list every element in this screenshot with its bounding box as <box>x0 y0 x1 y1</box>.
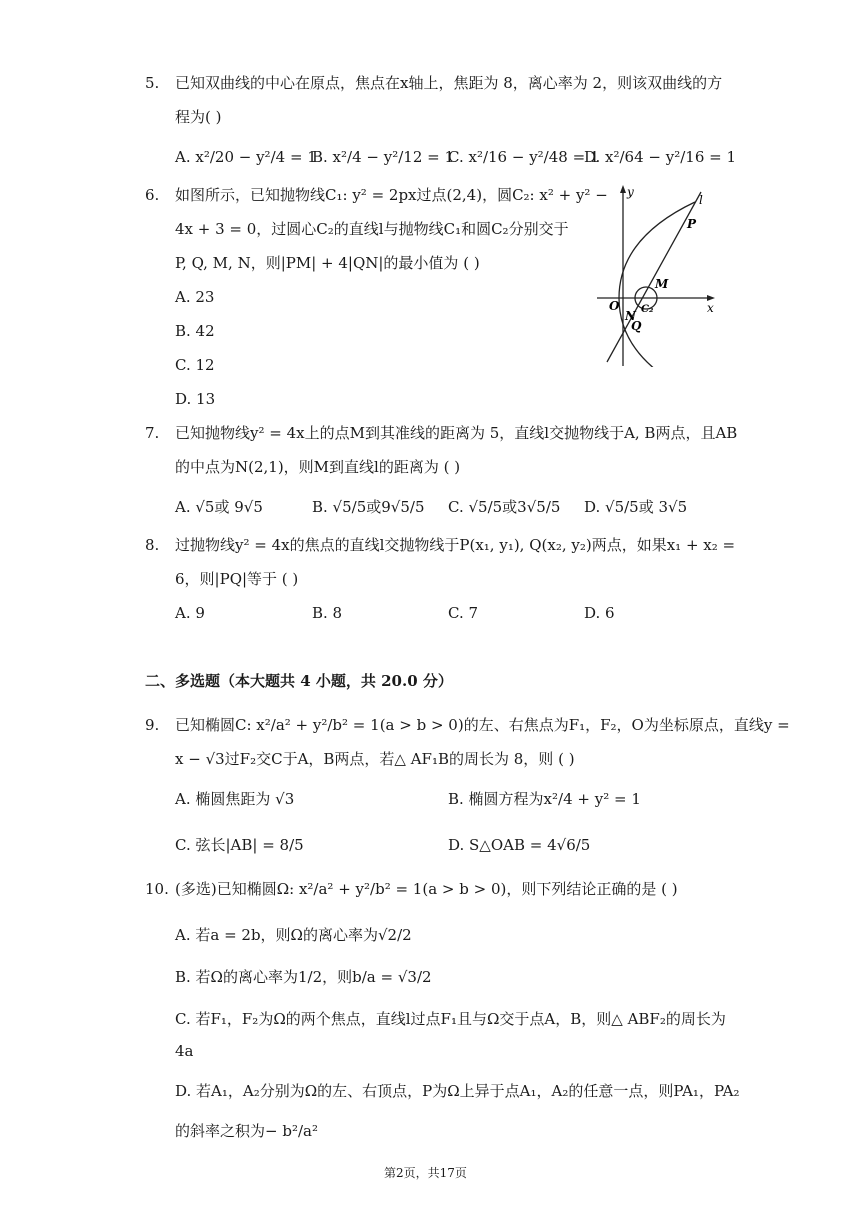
option-b: B. √5/5或9√5/5 <box>312 498 425 516</box>
option-a: A. √5或 9√5 <box>175 498 263 516</box>
option-a: A. x²/20 − y²/4 = 1 <box>175 148 317 166</box>
option-d: D. √5/5或 3√5 <box>584 498 688 516</box>
option-c: C. 12 <box>175 356 215 374</box>
option-b: B. x²/4 − y²/12 = 1 <box>312 148 455 166</box>
point-q-label: Q <box>631 319 642 333</box>
x-axis-label: x <box>707 301 714 315</box>
option-d-line: D. 若A₁，A₂分别为Ω的左、右顶点，P为Ω上异于点A₁，A₂的任意一点，则PA₁，PA₂ <box>175 1082 740 1100</box>
question-text-line: 过抛物线y² = 4x的焦点的直线l交抛物线于P(x₁, y₁), Q(x₂, y₂)两点，如果x₁ + x₂ = <box>175 536 736 554</box>
question-text-line: 6，则|PQ|等于 ( ) <box>175 570 299 588</box>
option-c-line: C. 若F₁，F₂为Ω的两个焦点，直线l过点F₁且与Ω交于点A，B，则△ ABF₂的周长为 <box>175 1010 726 1028</box>
question-number: 8. <box>145 536 160 554</box>
question-text-line: 已知双曲线的中心在原点，焦点在x轴上，焦距为 8，离心率为 2，则该双曲线的方 <box>175 74 723 92</box>
point-m-label: M <box>655 277 669 291</box>
question-number: 5. <box>145 74 160 92</box>
option-b: B. 42 <box>175 322 215 340</box>
question-text-line: 程为( ) <box>175 108 222 126</box>
question-text-line: (多选)已知椭圆Ω: x²/a² + y²/b² = 1(a > b > 0)，则下列结论正确的是 ( ) <box>175 880 678 898</box>
option-c-line: 4a <box>175 1042 194 1060</box>
parabola-circle-figure <box>595 182 720 367</box>
option-c: C. x²/16 − y²/48 = 1 <box>448 148 600 166</box>
question-text-line: 如图所示，已知抛物线C₁: y² = 2px过点(2,4)，圆C₂: x² + y² − <box>175 186 608 204</box>
option-d: D. 13 <box>175 390 216 408</box>
y-axis-arrow <box>620 185 626 193</box>
question-number: 10. <box>145 880 169 898</box>
point-p-label: P <box>687 217 697 231</box>
option-a: A. 9 <box>175 604 205 622</box>
origin-label: O <box>609 299 620 313</box>
question-number: 6. <box>145 186 160 204</box>
question-text-line: 4x + 3 = 0，过圆心C₂的直线l与抛物线C₁和圆C₂分别交于 <box>175 220 569 238</box>
line-l-label: l <box>699 193 703 207</box>
option-b: B. 若Ω的离心率为1/2，则b/a = √3/2 <box>175 968 432 986</box>
option-c: C. 弦长|AB| = 8/5 <box>175 836 304 854</box>
option-d: D. 6 <box>584 604 615 622</box>
question-number: 7. <box>145 424 160 442</box>
option-d: D. S△OAB = 4√6/5 <box>448 836 591 854</box>
center-c2-label: C₂ <box>641 304 654 315</box>
section-heading: 二、多选题（本大题共 4 小题，共 20.0 分） <box>145 672 453 690</box>
y-axis-label: y <box>627 185 634 199</box>
question-number: 9. <box>145 716 160 734</box>
option-b: B. 8 <box>312 604 343 622</box>
point-n-label: N <box>625 309 636 323</box>
question-text-line: 已知抛物线y² = 4x上的点M到其准线的距离为 5，直线l交抛物线于A, B两点，且AB <box>175 424 738 442</box>
option-c: C. 7 <box>448 604 479 622</box>
option-c: C. √5/5或3√5/5 <box>448 498 561 516</box>
page-footer: 第2页，共17页 <box>384 1166 467 1180</box>
question-text-line: 的中点为N(2,1)，则M到直线l的距离为 ( ) <box>175 458 461 476</box>
option-d: D. x²/64 − y²/16 = 1 <box>584 148 737 166</box>
option-a: A. 若a = 2b，则Ω的离心率为√2/2 <box>175 926 412 944</box>
question-text-line: 已知椭圆C: x²/a² + y²/b² = 1(a > b > 0)的左、右焦点为F₁，F₂，O为坐标原点，直线y = <box>175 716 790 734</box>
question-text-line: x − √3过F₂交C于A，B两点，若△ AF₁B的周长为 8，则 ( ) <box>175 750 575 768</box>
option-a: A. 23 <box>175 288 215 306</box>
option-a: A. 椭圆焦距为 √3 <box>175 790 295 808</box>
option-d-line: 的斜率之积为− b²/a² <box>175 1122 318 1140</box>
question-text-line: P, Q, M, N，则|PM| + 4|QN|的最小值为 ( ) <box>175 254 480 272</box>
option-b: B. 椭圆方程为x²/4 + y² = 1 <box>448 790 641 808</box>
